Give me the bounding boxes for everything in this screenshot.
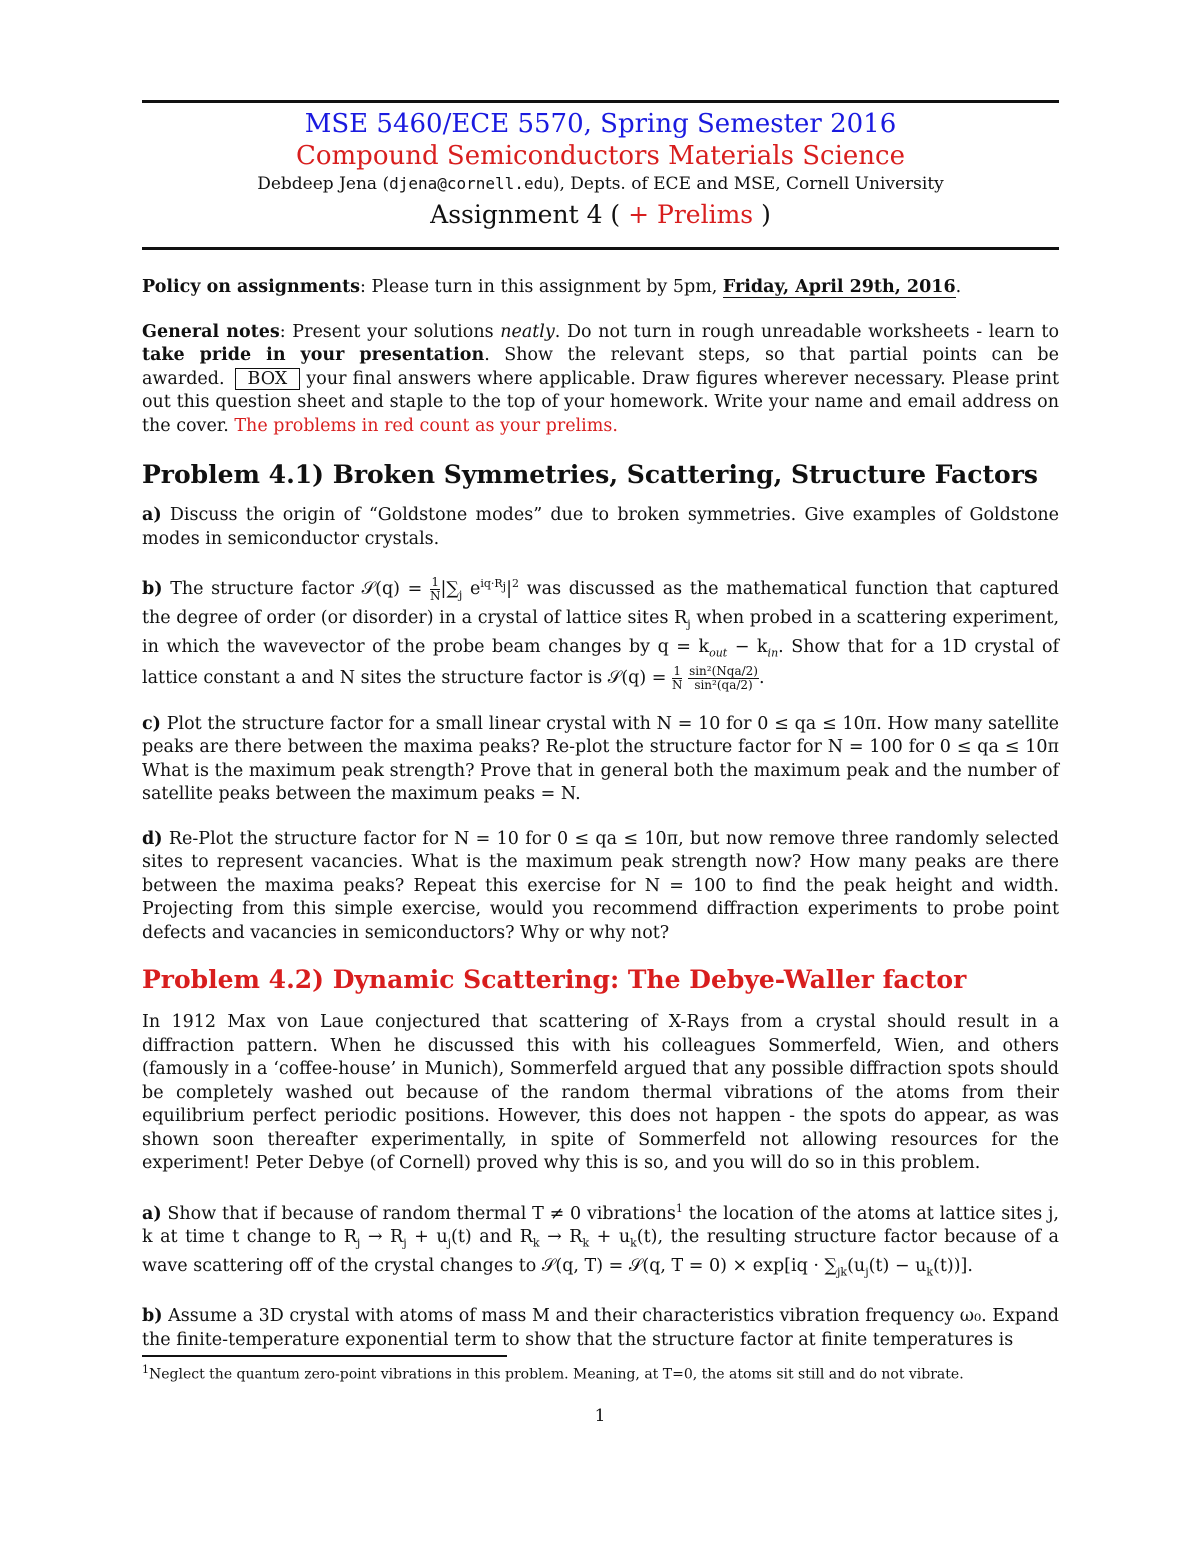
course-title: MSE 5460/ECE 5570, Spring Semester 2016: [304, 109, 897, 139]
footnote-ref: 1: [675, 1201, 683, 1215]
problem-4-1-a: a) Discuss the origin of “Goldstone modes” due to broken symmetries. Give examples of Goldstone modes in semiconductor crystals.: [142, 505, 1059, 549]
problem-4-1-d: d) Re-Plot the structure factor for N = 10 for 0 ≤ qa ≤ 10π, but now remove three randomly selected sites to represent vacancies. What is the maximum peak strength now? How many peaks are there between the maxima peaks? Repeat this exercise for N = 100 to find the peak height and width. Projecting from this simple exercise, would you recommend diffraction experiments to probe point defects and vacancies in semiconductors? Why or why not?: [142, 828, 1059, 943]
instructor-line: Debdeep Jena (djena@cornell.edu), Depts. of ECE and MSE, Cornell University: [257, 174, 944, 194]
problem-4-2-b: b) Assume a 3D crystal with atoms of mass M and their characteristics vibration frequency ω₀. Expand the finite-temperature exponential term to show that the structure factor at finite temperatures is: [142, 1306, 1059, 1350]
general-notes-paragraph: General notes: Present your solutions neatly. Do not turn in rough unreadable worksheets - learn to take pride in your presentation. Show the relevant steps, so that partial points can be awarded. BOX your final answers where applicable. Draw figures wherever necessary. Please print out this question sheet and staple to the top of your homework. Write your name and email address on the cover. The problems in red count as your prelims.: [142, 321, 1059, 436]
problem-4-1-title: Problem 4.1) Broken Symmetries, Scattering, Structure Factors: [142, 460, 1038, 489]
document-page: [142, 100, 1059, 1385]
problem-4-1-c: c) Plot the structure factor for a small linear crystal with N = 10 for 0 ≤ qa ≤ 10π. How many satellite peaks are there between the maxima peaks? Re-plot the structure factor for N = 100 for 0 ≤ qa ≤ 10π What is the maximum peak strength? Prove that in general both the maximum peak and the number of satellite peaks between the maximum peaks = N.: [142, 713, 1059, 805]
footnote: $^1$Neglect the quantum zero-point vibrations in this problem. Meaning, at T=0, the atoms sit still and do not vibrate.: [142, 1362, 964, 1383]
due-date: Friday, April 29th, 2016: [722, 277, 956, 297]
box-label: BOX: [235, 368, 301, 390]
page-number: 1: [594, 1406, 606, 1426]
problem-4-2-a: a) Show that if because of random thermal T ≠ 0 vibrations$^1$ the location of the atoms at lattice sites j, k at time t change to $R_j \to R_j + u_j(t)$ and $R_k \to R_k + u_k(t)$, the resulting structure factor because of a wave scattering off of the crystal changes to 𝒮(q, T) = 𝒮(q, $T = 0) \times \exp[iq \cdot \sum_{jk}(u_j(t) - u_k(t))]$.: [142, 1201, 1059, 1279]
footnote-rule: [142, 1355, 507, 1357]
email-link[interactable]: djena@cornell.edu: [389, 174, 553, 193]
problem-4-1-b: b) The structure factor 𝒮(q) = $\frac{1}{N}$ $|\sum_j$ $e^{iq\cdot R_j}|^2$ was discussed as the mathematical function that captured the degree of order (or disorder) in a crystal of lattice sites $R_j$ when probed in a scattering experiment, in which the wavevector of the probe beam changes by $q = k_{out} - k_{in}$. Show that for a 1D crystal of lattice constant a and N sites the structure factor is 𝒮(q) = $\frac{1}{N}$ $\frac{\text{sin²(Nqa/2)}}{\text{sin²(qa/2)}}$ .: [142, 574, 1060, 692]
header-block: [142, 107, 1059, 233]
structure-factor-fraction: $\frac{\text{sin²(Nqa/2)}}{\text{sin²(qa/2)}}$: [689, 663, 758, 692]
prelims-note: The problems in red count as your prelims.: [234, 415, 618, 436]
top-rule: [142, 100, 1059, 103]
assignment-title: Assignment 4 ( + Prelims ): [430, 200, 771, 229]
prelims-label: + Prelims: [628, 200, 754, 229]
fraction-1-over-n-2: $\frac{1}{N}$: [671, 663, 683, 692]
subject-title: Compound Semiconductors Materials Science: [295, 141, 905, 171]
fraction-1-over-n: $\frac{1}{N}$: [429, 574, 441, 603]
problem-4-2-intro: In 1912 Max von Laue conjectured that scattering of X-Rays from a crystal should result in a diffraction pattern. When he discussed this with his colleagues Sommerfeld, Wien, and others (famously in a ‘coffee-house’ in Munich), Sommerfeld argued that any possible diffraction spots should be completely washed out because of the random thermal vibrations of the atoms from their equilibrium perfect periodic positions. However, this does not happen - the spots do appear, as was shown soon thereafter experimentally, in spite of Sommerfeld not allowing resources for the experiment! Peter Debye (of Cornell) proved why this is so, and you will do so in this problem.: [142, 1012, 1059, 1174]
policy-paragraph: Policy on assignments: Please turn in this assignment by 5pm, Friday, April 29th, 2016.: [142, 277, 962, 297]
problem-4-2-title: Problem 4.2) Dynamic Scattering: The Debye-Waller factor: [142, 965, 967, 995]
